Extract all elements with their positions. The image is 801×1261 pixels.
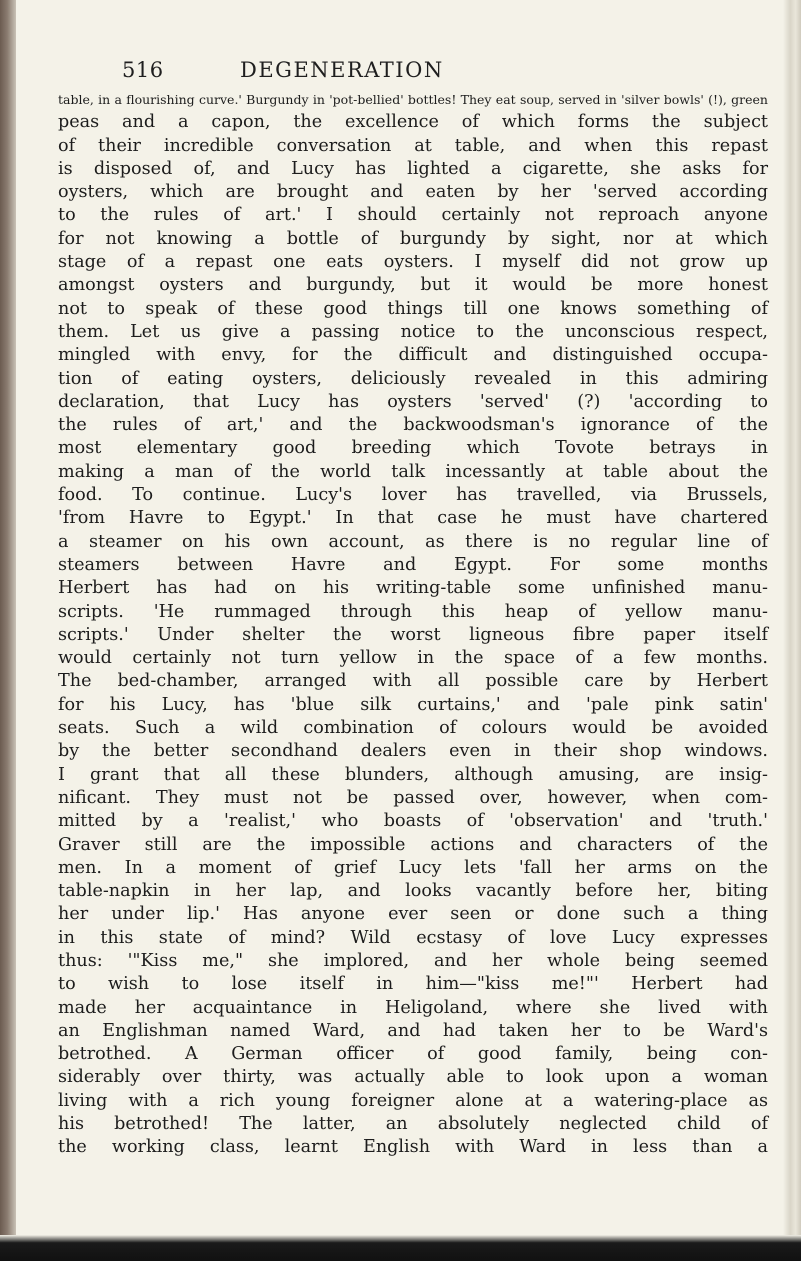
text-line: making a man of the world talk incessantly at table about the [58, 461, 768, 482]
text-line: of their incredible conversation at table, and when this repast [58, 135, 768, 156]
page-bottom-edge [0, 1235, 801, 1261]
text-line: declaration, that Lucy has oysters 'served' (?) 'according to [58, 391, 768, 412]
text-line: is disposed of, and Lucy has lighted a cigarette, she asks for [58, 158, 768, 179]
text-line: mitted by a 'realist,' who boasts of 'observation' and 'truth.' [58, 811, 768, 832]
running-head [122, 58, 682, 84]
text-line: made her acquaintance in Heligoland, where she lived with [58, 997, 768, 1018]
text-line: her under lip.' Has anyone ever seen or done such a thing [58, 904, 768, 925]
text-line: to wish to lose itself in him—"kiss me!"' Herbert had [58, 974, 768, 995]
text-line: peas and a capon, the excellence of which forms the subject [58, 112, 768, 133]
text-line: tion of eating oysters, deliciously revealed in this admiring [58, 368, 768, 389]
text-line: not to speak of these good things till one knows something of [58, 298, 768, 319]
text-line: would certainly not turn yellow in the space of a few months. [58, 648, 768, 669]
text-line: the rules of art,' and the backwoodsman's ignorance of the [58, 415, 768, 436]
text-line: to the rules of art.' I should certainly not reproach anyone [58, 205, 768, 226]
text-line: steamers between Havre and Egypt. For some months [58, 554, 768, 575]
text-line: siderably over thirty, was actually able to look upon a woman [58, 1067, 768, 1088]
text-line: the working class, learnt English with Ward in less than a [58, 1137, 768, 1158]
page-binding-shadow-left [0, 0, 16, 1261]
text-line: living with a rich young foreigner alone at a watering-place as [58, 1090, 768, 1111]
running-title: DEGENERATION [240, 58, 444, 82]
text-line: mingled with envy, for the difficult and distinguished occupa- [58, 345, 768, 366]
text-line: in this state of mind? Wild ecstasy of love Lucy expresses [58, 927, 768, 948]
text-line: his betrothed! The latter, an absolutely neglected child of [58, 1114, 768, 1135]
text-line: men. In a moment of grief Lucy lets 'fall her arms on the [58, 857, 768, 878]
text-line: for his Lucy, has 'blue silk curtains,' and 'pale pink satin' [58, 694, 768, 715]
text-line: The bed-chamber, arranged with all possible care by Herbert [58, 671, 768, 692]
text-line: scripts. 'He rummaged through this heap of yellow manu- [58, 601, 768, 622]
text-line: Herbert has had on his writing-table some unfinished manu- [58, 578, 768, 599]
text-line: 'from Havre to Egypt.' In that case he must have chartered [58, 508, 768, 529]
text-line: betrothed. A German officer of good family, being con- [58, 1044, 768, 1065]
text-line: for not knowing a bottle of burgundy by sight, nor at which [58, 228, 768, 249]
text-line: I grant that all these blunders, although amusing, are insig- [58, 764, 768, 785]
text-line: Graver still are the impossible actions and characters of the [58, 834, 768, 855]
text-line: table-napkin in her lap, and looks vacantly before her, biting [58, 881, 768, 902]
text-line: an Englishman named Ward, and had taken her to be Ward's [58, 1020, 768, 1041]
text-line: oysters, which are brought and eaten by her 'served according [58, 182, 768, 203]
page-number: 516 [122, 58, 164, 82]
text-line: food. To continue. Lucy's lover has travelled, via Brussels, [58, 485, 768, 506]
text-line: by the better secondhand dealers even in their shop windows. [58, 741, 768, 762]
text-line: thus: '"Kiss me," she implored, and her whole being seemed [58, 950, 768, 971]
text-line: them. Let us give a passing notice to the unconscious respect, [58, 321, 768, 342]
text-line: a steamer on his own account, as there is no regular line of [58, 531, 768, 552]
page-edge-right [783, 0, 801, 1261]
text-line: stage of a repast one eats oysters. I myself did not grow up [58, 252, 768, 273]
text-line: nificant. They must not be passed over, however, when com- [58, 787, 768, 808]
body-text [58, 88, 768, 1160]
text-line: seats. Such a wild combination of colours would be avoided [58, 718, 768, 739]
text-line: table, in a flourishing curve.' Burgundy in 'pot-bellied' bottles! They eat soup, served in 'silver bowls' (!), green [58, 92, 768, 107]
text-line: most elementary good breeding which Tovote betrays in [58, 438, 768, 459]
text-line: scripts.' Under shelter the worst ligneous fibre paper itself [58, 624, 768, 645]
text-line: amongst oysters and burgundy, but it would be more honest [58, 275, 768, 296]
